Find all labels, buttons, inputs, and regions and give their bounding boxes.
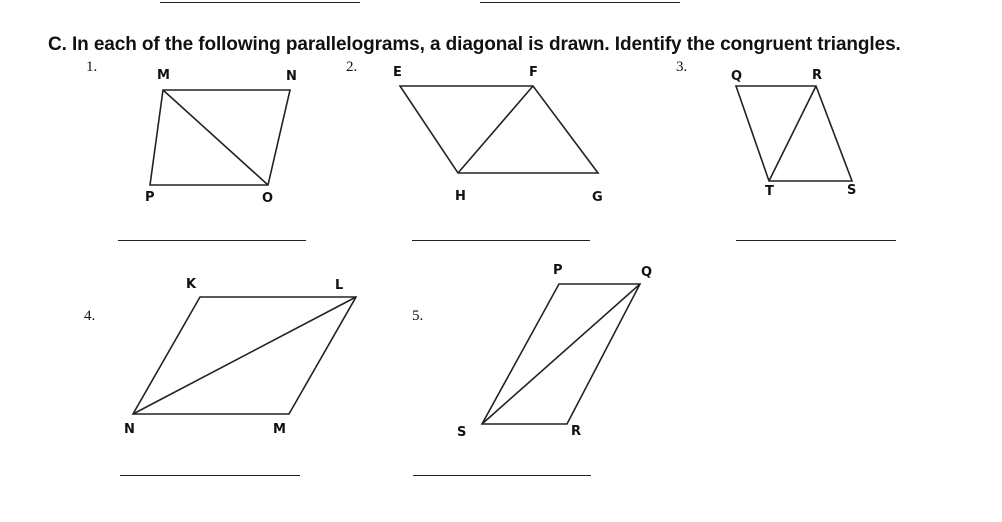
parallelogram-2-diagonal <box>458 86 533 173</box>
problem-1-number: 1. <box>86 59 98 75</box>
problem-3-number: 3. <box>676 59 688 75</box>
problem-5-number: 5. <box>412 308 424 324</box>
parallelogram-1-outline <box>150 90 290 185</box>
problem-2-label-bottom-left: H <box>455 189 466 204</box>
problem-3-label-bottom-left: T <box>765 184 774 199</box>
problem-4-answer-line <box>120 475 300 476</box>
problem-4-number: 4. <box>84 308 96 324</box>
problem-3-label-top-right: R <box>812 68 823 83</box>
parallelogram-2-outline <box>400 86 598 173</box>
problem-5-answer-line <box>413 475 591 476</box>
problem-4-label-top-left: K <box>186 277 197 292</box>
problem-4-label-bottom-left: N <box>124 422 135 437</box>
problem-3-label-bottom-right: S <box>847 183 857 198</box>
problem-5-label-top-left: P <box>553 263 563 278</box>
parallelogram-1 <box>150 90 290 185</box>
parallelogram-4 <box>133 297 356 414</box>
problem-2-answer-line <box>412 240 590 241</box>
problem-4-label-top-right: L <box>335 278 344 293</box>
parallelogram-5 <box>482 284 640 424</box>
parallelogram-3-outline <box>736 86 852 181</box>
parallelogram-2 <box>400 86 598 173</box>
parallelogram-3 <box>736 86 852 181</box>
problem-3-label-top-left: Q <box>731 69 743 84</box>
problem-1-label-bottom-right: O <box>262 191 274 206</box>
problem-1-label-top-left: M <box>157 68 170 83</box>
problem-1-answer-line <box>118 240 306 241</box>
problem-1-label-top-right: N <box>286 69 297 84</box>
problem-5-label-top-right: Q <box>641 265 653 280</box>
problem-2-number: 2. <box>346 59 358 75</box>
problem-2-label-top-right: F <box>529 65 538 80</box>
parallelogram-5-diagonal <box>482 284 640 424</box>
problem-2-label-bottom-right: G <box>592 190 603 205</box>
problem-1-label-bottom-left: P <box>145 190 155 205</box>
problem-4-label-bottom-right: M <box>273 422 286 437</box>
problem-5-label-bottom-right: R <box>571 424 582 439</box>
parallelogram-3-diagonal <box>769 86 816 181</box>
instruction-heading: C. In each of the following parallelograms, a diagonal is drawn. Identify the congruent triangles. <box>48 34 901 55</box>
parallelogram-1-diagonal <box>163 90 268 185</box>
problem-2-label-top-left: E <box>393 65 402 80</box>
problem-5-label-bottom-left: S <box>457 425 467 440</box>
problem-3-answer-line <box>736 240 896 241</box>
